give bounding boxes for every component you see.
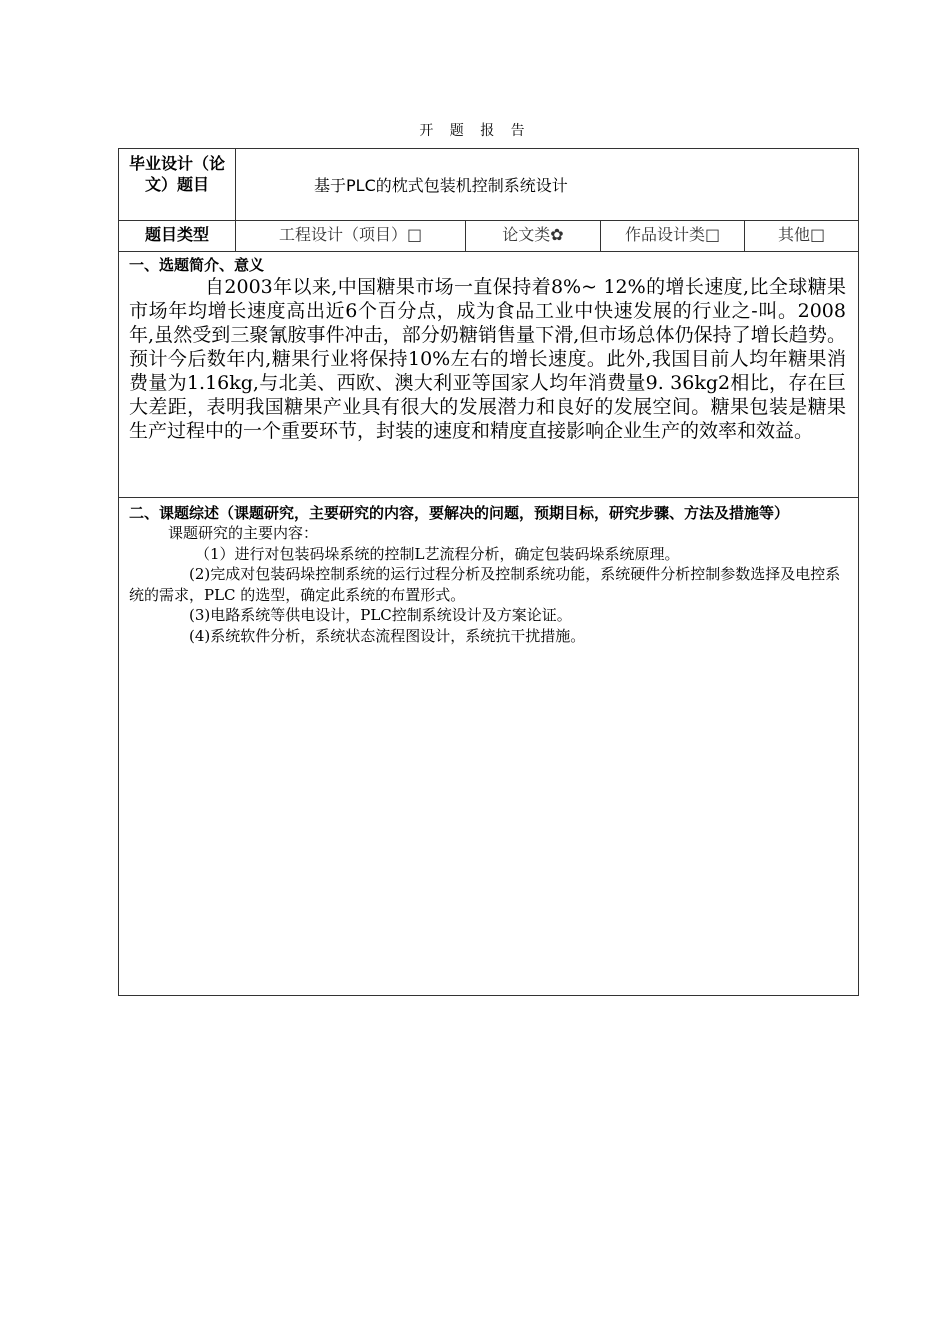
type-option-other[interactable]: 其他□ <box>777 225 826 244</box>
topic-value: 基于PLC的枕式包装机控制系统设计 <box>314 176 568 195</box>
section-introduction <box>119 251 858 498</box>
topic-row <box>119 149 858 221</box>
overview-intro: 课题研究的主要内容： <box>168 524 319 542</box>
section-overview-heading: 二、课题综述（课题研究，主要研究的内容，要解决的问题，预期目标，研究步骤、方法及措施等） <box>129 504 790 522</box>
topic-label: 毕业设计（论文）题目 <box>119 149 236 220</box>
section-overview-body <box>119 523 858 646</box>
section-introduction-heading: 一、选题简介、意义 <box>129 256 265 274</box>
type-option-work-design[interactable]: 作品设计类□ <box>601 220 745 251</box>
overview-item: （1）进行对包装码垛系统的控制L艺流程分析，确定包装码垛系统原理。 <box>195 544 680 563</box>
type-option-thesis[interactable]: 论文类✿ <box>466 220 601 251</box>
proposal-form <box>118 148 859 996</box>
type-option-engineering[interactable]: 工程设计（项目）□ <box>236 220 466 251</box>
topic-type-label: 题目类型 <box>119 220 236 251</box>
section-introduction-body: 自2003年以来,中国糖果市场一直保持着8%~ 12%的增长速度,比全球糖果市场年均增长速度高出近6个百分点，成为食品工业中快速发展的行业之-叫。2008年,虽然受到三聚氰胺事件冲击，部分奶糖销售量下滑,但市场总体仍保持了增长趋势。预计今后数年内,糖果行业将保持10%左右的增长速度。此外,我国目前人均年糖果消费量为1.16kg,与北美、西欧、澳大利亚等国家人均年消费量9. 36kg2相比，存在巨大差距，表明我国糖果产业具有很大的发展潜力和良好的发展空间。糖果包装是糖果生产过程中的一个重要环节，封装的速度和精度直接影响企业生产的效率和效益。 <box>129 276 846 442</box>
overview-item: (3)电路系统等供电设计，PLC控制系统设计及方案论证。 <box>189 606 572 624</box>
document-title: 开 题 报 告 <box>419 123 531 139</box>
topic-type-row <box>119 220 858 252</box>
section-overview <box>119 497 858 995</box>
overview-item: (2)完成对包装码垛控制系统的运行过程分析及控制系统功能，系统硬件分析控制参数选择及电控系统的需求，PLC 的选型，确定此系统的布置形式。 <box>129 565 841 604</box>
overview-item: (4)系统软件分析，系统状态流程图设计，系统抗干扰措施。 <box>189 626 586 645</box>
